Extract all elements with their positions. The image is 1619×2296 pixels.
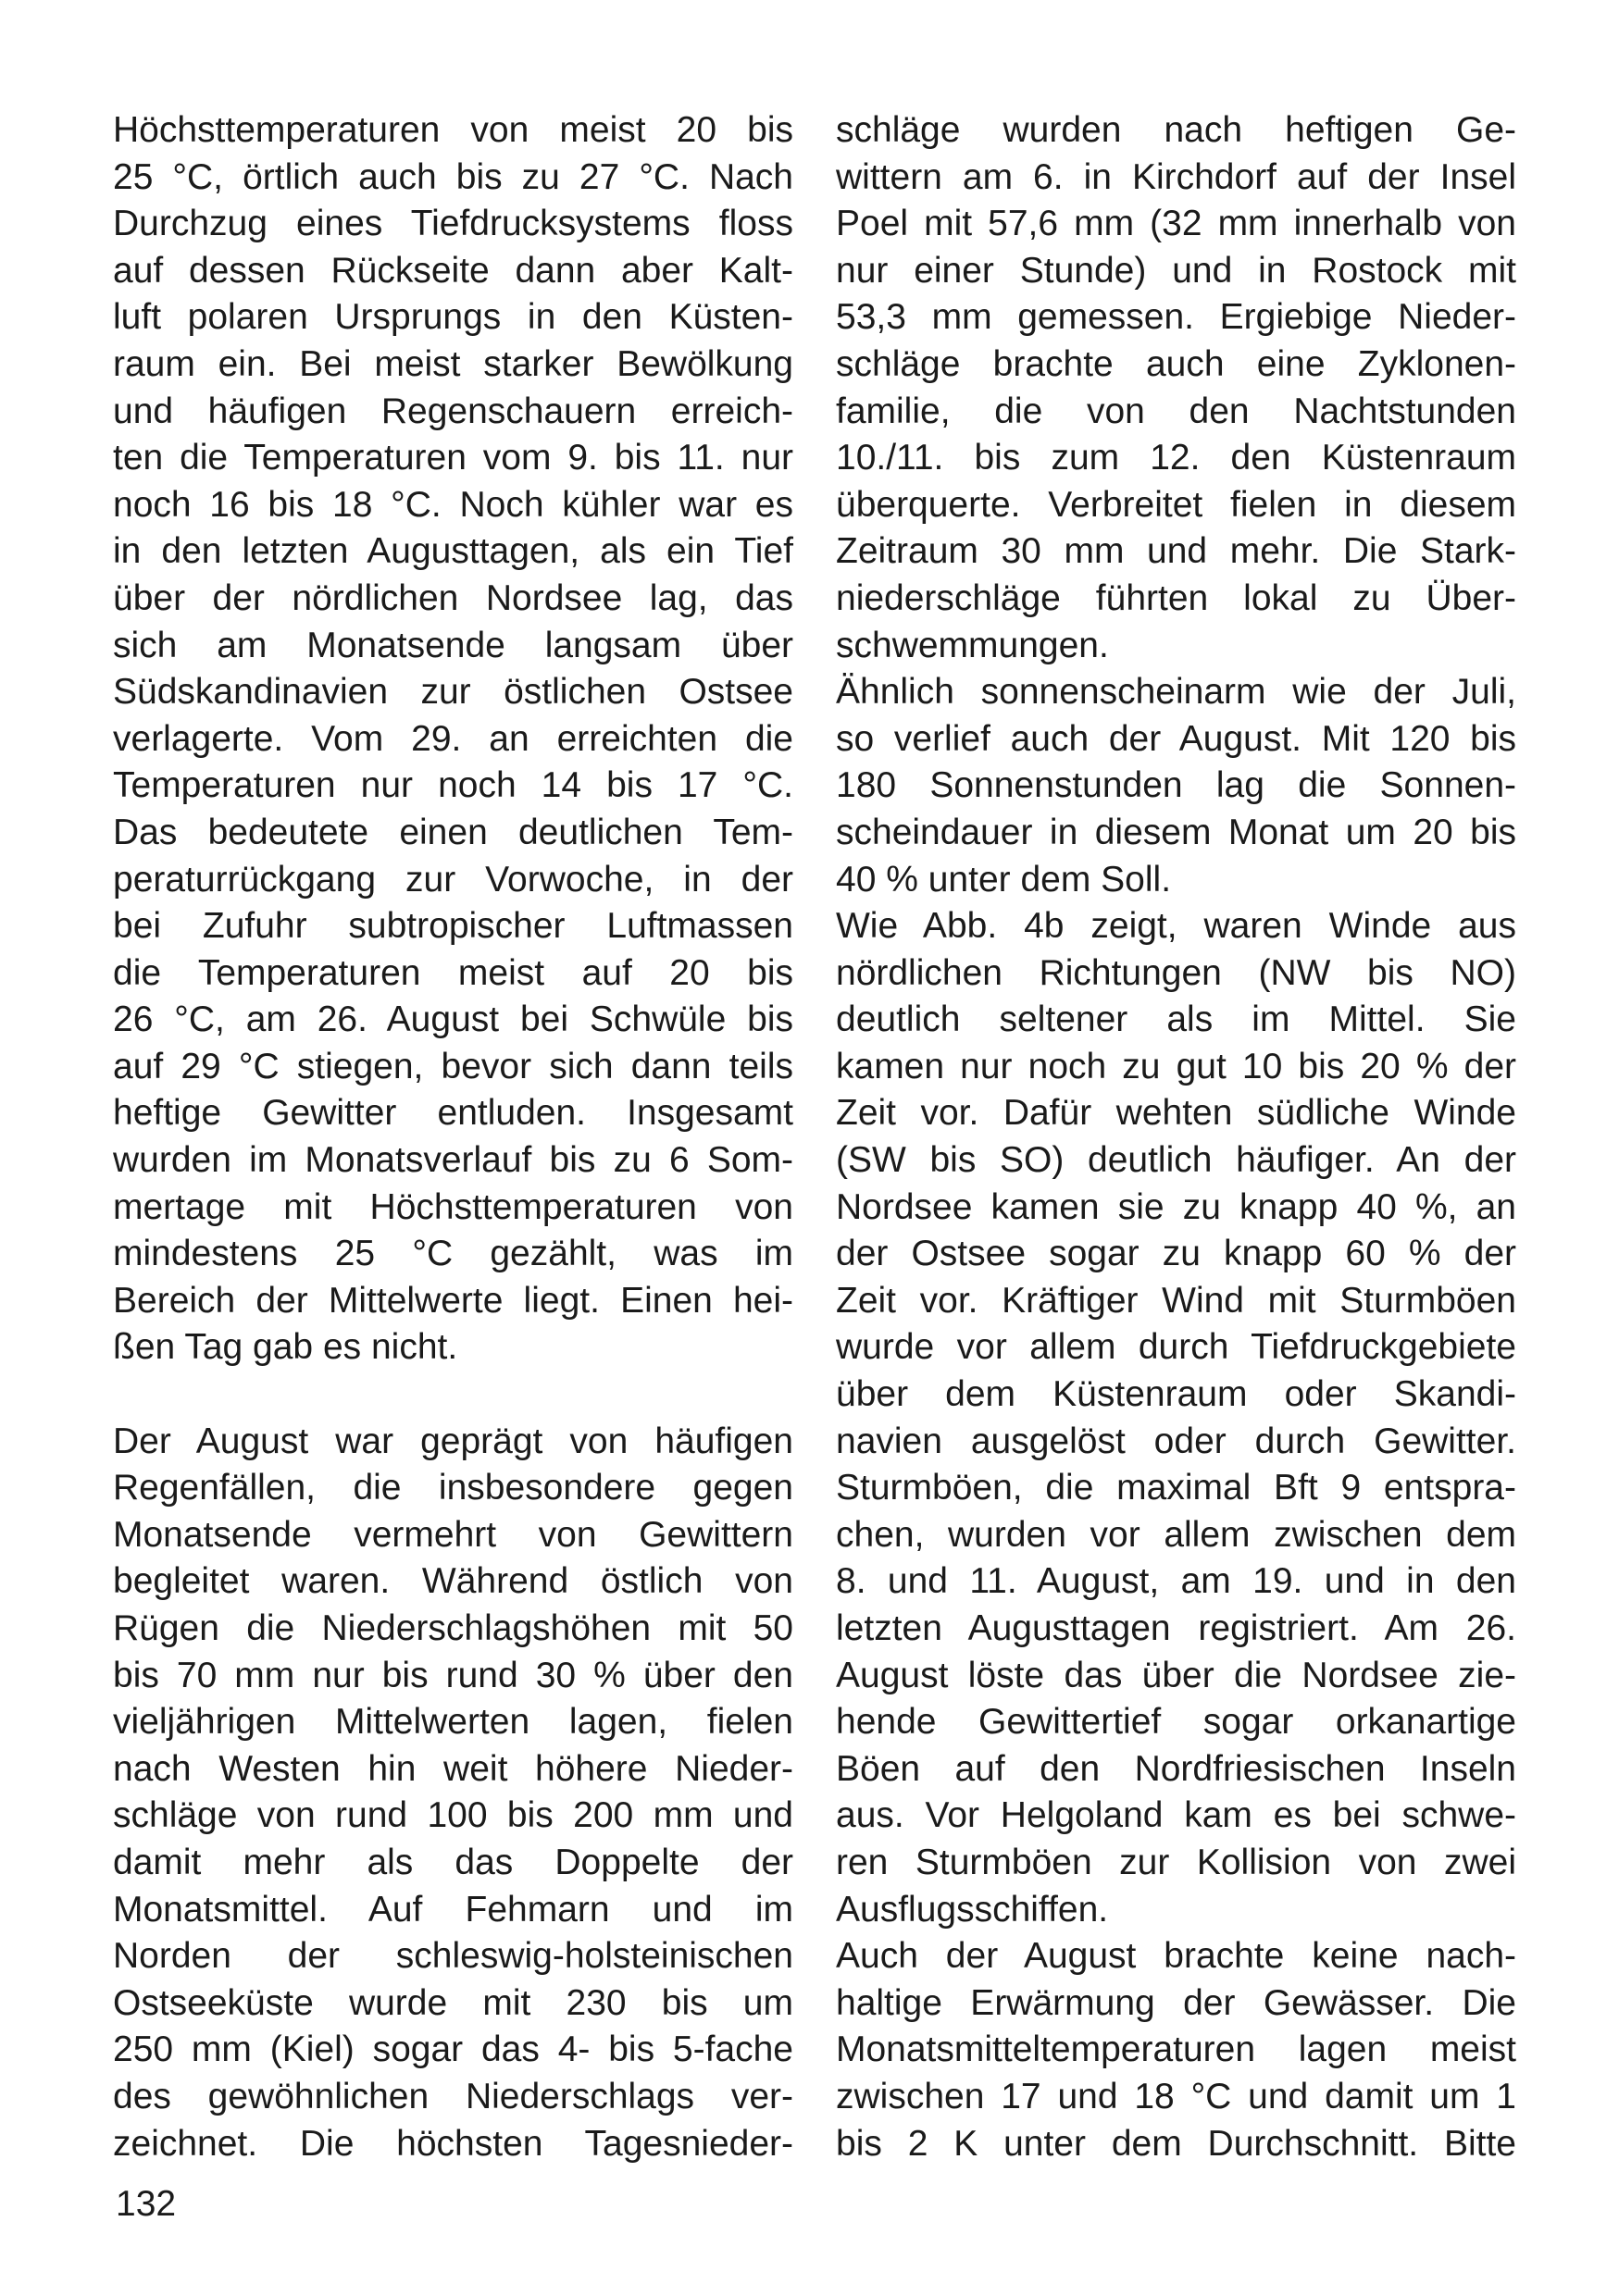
- text-line: heftige Gewitter entluden. Insgesamt: [113, 1093, 793, 1134]
- text-line: Bereich der Mittelwerte liegt. Einen hei-: [113, 1280, 793, 1321]
- text-line: die Temperaturen meist auf 20 bis: [113, 952, 793, 993]
- text-line: chen, wurden vor allem zwischen dem: [836, 1514, 1516, 1555]
- text-line: Wie Abb. 4b zeigt, waren Winde aus: [836, 906, 1516, 947]
- text-line: Ausflugsschiffen.: [836, 1889, 1109, 1930]
- text-line: begleitet waren. Während östlich von: [113, 1561, 793, 1602]
- text-line: Norden der schleswig-holsteinischen: [113, 1936, 793, 1977]
- text-line: Monatsmittel. Auf Fehmarn und im: [113, 1889, 793, 1930]
- text-line: 10./11. bis zum 12. den Küstenraum: [836, 438, 1516, 478]
- text-line: niederschläge führten lokal zu Über-: [836, 577, 1516, 618]
- text-line: 8. und 11. August, am 19. und in den: [836, 1561, 1516, 1602]
- text-line: Monatsende vermehrt von Gewittern: [113, 1514, 793, 1555]
- text-line: 53,3 mm gemessen. Ergiebige Nieder-: [836, 297, 1516, 338]
- text-line: so verlief auch der August. Mit 120 bis: [836, 718, 1516, 759]
- text-line: noch 16 bis 18 °C. Noch kühler war es: [113, 484, 793, 525]
- text-line: damit mehr als das Doppelte der: [113, 1842, 793, 1882]
- text-line: haltige Erwärmung der Gewässer. Die: [836, 1982, 1516, 2023]
- text-line: 25 °C, örtlich auch bis zu 27 °C. Nach: [113, 156, 793, 197]
- text-line: Durchzug eines Tiefdrucksystems floss: [113, 204, 793, 244]
- text-line: Regenfällen, die insbesondere gegen: [113, 1468, 793, 1508]
- text-line: schläge wurden nach heftigen Ge-: [836, 110, 1516, 150]
- text-line: 26 °C, am 26. August bei Schwüle bis: [113, 999, 793, 1040]
- text-line: Poel mit 57,6 mm (32 mm innerhalb von: [836, 204, 1516, 244]
- text-line: navien ausgelöst oder durch Gewitter.: [836, 1421, 1516, 1461]
- text-line: über der nördlichen Nordsee lag, das: [113, 577, 793, 618]
- text-line: raum ein. Bei meist starker Bewölkung: [113, 343, 793, 384]
- text-line: Der August war geprägt von häufigen: [113, 1421, 793, 1461]
- text-line: Das bedeutete einen deutlichen Tem-: [113, 812, 793, 852]
- text-line: mertage mit Höchsttemperaturen von: [113, 1186, 793, 1227]
- text-line: über dem Küstenraum oder Skandi-: [836, 1374, 1516, 1415]
- text-line: der Ostsee sogar zu knapp 60 % der: [836, 1234, 1516, 1274]
- text-line: bis 2 K unter dem Durchschnitt. Bitte: [836, 2123, 1516, 2164]
- text-line: Böen auf den Nordfriesischen Inseln: [836, 1748, 1516, 1789]
- text-line: Zeitraum 30 mm und mehr. Die Stark-: [836, 531, 1516, 572]
- text-line: auf dessen Rückseite dann aber Kalt-: [113, 250, 793, 291]
- text-line: des gewöhnlichen Niederschlags ver-: [113, 2076, 793, 2116]
- text-line: mindestens 25 °C gezählt, was im: [113, 1234, 793, 1274]
- text-line: wurden im Monatsverlauf bis zu 6 Som-: [113, 1140, 793, 1181]
- page-number: 132: [116, 2184, 177, 2224]
- text-line: Monatsmitteltemperaturen lagen meist: [836, 2029, 1516, 2070]
- text-line: nur einer Stunde) und in Rostock mit: [836, 250, 1516, 291]
- text-line: deutlich seltener als im Mittel. Sie: [836, 999, 1516, 1040]
- text-line: zwischen 17 und 18 °C und damit um 1: [836, 2076, 1516, 2116]
- text-line: überquerte. Verbreitet fielen in diesem: [836, 484, 1516, 525]
- text-line: nördlichen Richtungen (NW bis NO): [836, 952, 1516, 993]
- text-line: hende Gewittertief sogar orkanartige: [836, 1702, 1516, 1743]
- text-line: vieljährigen Mittelwerten lagen, fielen: [113, 1702, 793, 1743]
- text-line: zeichnet. Die höchsten Tagesnieder-: [113, 2123, 793, 2164]
- text-line: 250 mm (Kiel) sogar das 4- bis 5-fache: [113, 2029, 793, 2070]
- text-line: scheindauer in diesem Monat um 20 bis: [836, 812, 1516, 852]
- text-line: 180 Sonnenstunden lag die Sonnen-: [836, 765, 1516, 806]
- text-line: nach Westen hin weit höhere Nieder-: [113, 1748, 793, 1789]
- right-text-column: [836, 107, 1516, 2167]
- text-line: Sturmböen, die maximal Bft 9 entspra-: [836, 1468, 1516, 1508]
- text-line: letzten Augusttagen registriert. Am 26.: [836, 1608, 1516, 1648]
- text-line: Ähnlich sonnenscheinarm wie der Juli,: [836, 672, 1516, 713]
- left-text-column: [113, 107, 793, 2167]
- text-line: Nordsee kamen sie zu knapp 40 %, an: [836, 1186, 1516, 1227]
- text-line: ten die Temperaturen vom 9. bis 11. nur: [113, 438, 793, 478]
- text-line: luft polaren Ursprungs in den Küsten-: [113, 297, 793, 338]
- text-line: sich am Monatsende langsam über: [113, 625, 793, 665]
- text-line: Zeit vor. Kräftiger Wind mit Sturmböen: [836, 1280, 1516, 1321]
- text-line: familie, die von den Nachtstunden: [836, 391, 1516, 431]
- text-line: Temperaturen nur noch 14 bis 17 °C.: [113, 765, 793, 806]
- text-line: aus. Vor Helgoland kam es bei schwe-: [836, 1795, 1516, 1836]
- text-line: Rügen die Niederschlagshöhen mit 50: [113, 1608, 793, 1648]
- paragraph-gap: [113, 1371, 793, 1419]
- text-line: peraturrückgang zur Vorwoche, in der: [113, 859, 793, 900]
- text-line: wurde vor allem durch Tiefdruckgebiete: [836, 1327, 1516, 1368]
- text-line: August löste das über die Nordsee zie-: [836, 1655, 1516, 1695]
- text-line: schwemmungen.: [836, 625, 1109, 665]
- text-line: schläge brachte auch eine Zyklonen-: [836, 343, 1516, 384]
- text-line: in den letzten Augusttagen, als ein Tief: [113, 531, 793, 572]
- text-line: Ostseeküste wurde mit 230 bis um: [113, 1982, 793, 2023]
- text-line: 40 % unter dem Soll.: [836, 859, 1172, 900]
- text-line: schläge von rund 100 bis 200 mm und: [113, 1795, 793, 1836]
- text-line: ren Sturmböen zur Kollision von zwei: [836, 1842, 1516, 1882]
- text-line: Höchsttemperaturen von meist 20 bis: [113, 110, 793, 150]
- text-line: kamen nur noch zu gut 10 bis 20 % der: [836, 1046, 1516, 1086]
- text-line: Südskandinavien zur östlichen Ostsee: [113, 672, 793, 713]
- text-line: wittern am 6. in Kirchdorf auf der Insel: [836, 156, 1516, 197]
- text-line: auf 29 °C stiegen, bevor sich dann teils: [113, 1046, 793, 1086]
- text-line: bei Zufuhr subtropischer Luftmassen: [113, 906, 793, 947]
- text-line: (SW bis SO) deutlich häufiger. An der: [836, 1140, 1516, 1181]
- text-line: ßen Tag gab es nicht.: [113, 1327, 458, 1368]
- text-line: Zeit vor. Dafür wehten südliche Winde: [836, 1093, 1516, 1134]
- text-line: Auch der August brachte keine nach-: [836, 1936, 1516, 1977]
- text-line: verlagerte. Vom 29. an erreichten die: [113, 718, 793, 759]
- text-line: und häufigen Regenschauern erreich-: [113, 391, 793, 431]
- text-line: bis 70 mm nur bis rund 30 % über den: [113, 1655, 793, 1695]
